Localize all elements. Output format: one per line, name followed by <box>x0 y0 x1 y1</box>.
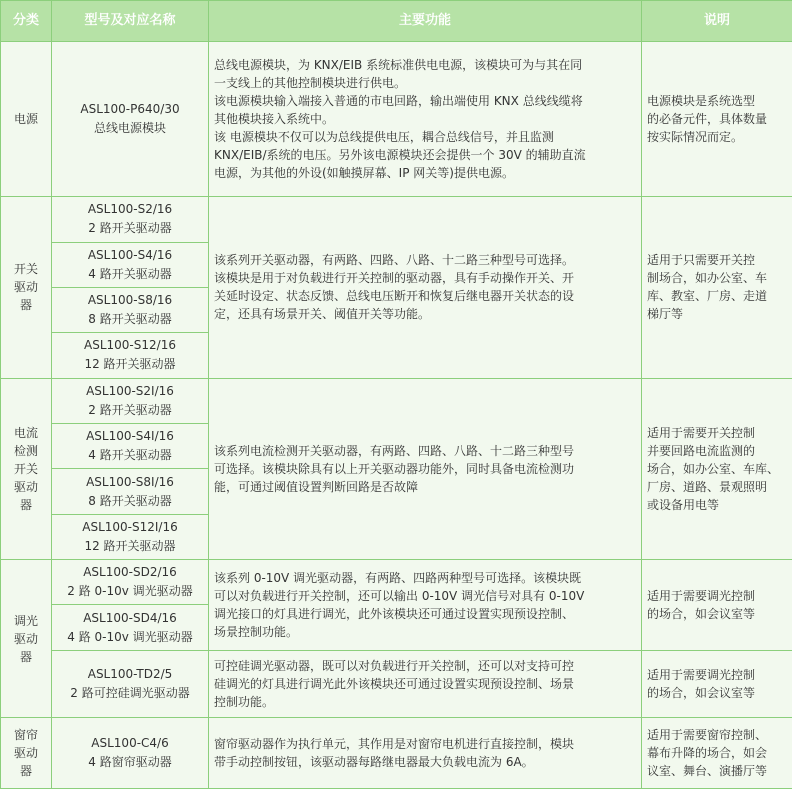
power-function <box>209 42 642 197</box>
current-model-s8i <box>52 469 209 514</box>
dimming-category-line: 驱动 <box>13 631 38 646</box>
power-row <box>1 42 792 197</box>
model-name: 8 路开关驱动器 <box>88 493 172 508</box>
switch-note-line: 适用于只需要开关控 <box>647 253 756 268</box>
switch-function-line: 该系列开关驱动器，有两路、四路、八路、十二路三种型号可选择。 <box>214 253 575 268</box>
current-function-line: 该系列电流检测开关驱动器，有两路、四路、八路、十二路三种型号 <box>214 443 575 458</box>
current-note-line: 并要回路电流监测的 <box>647 443 756 458</box>
dimming-note-line: 适用于需要调光控制 <box>647 588 756 603</box>
curtain-function <box>209 718 642 789</box>
model-name: 2 路可控硅调光驱动器 <box>70 686 190 701</box>
header-category: 分类 <box>1 1 52 42</box>
model-code: ASL100-TD2/5 <box>87 667 173 682</box>
dimming-row <box>1 560 792 605</box>
switch-function-line: 该模块是用于对负载进行开关控制的驱动器，具有手动操作开关、开 <box>214 271 575 286</box>
power-model <box>52 42 209 197</box>
dimming-function-line: 场景控制功能。 <box>214 624 299 639</box>
power-category: 电源 <box>1 42 52 197</box>
dimming-model-sd2 <box>52 560 209 605</box>
model-name: 4 路开关驱动器 <box>88 266 172 281</box>
switch-category-line: 开关 <box>13 262 38 277</box>
power-function-line: 电源，为其他的外设(如触摸屏幕、IP 网关等)提供电源。 <box>214 166 514 181</box>
model-name: 4 路开关驱动器 <box>88 448 172 463</box>
curtain-note-line: 适用于需要窗帘控制、 <box>647 728 768 743</box>
current-function-line: 能，可通过阈值设置判断回路是否故障 <box>214 479 419 494</box>
current-note <box>642 378 792 559</box>
curtain-note-line: 议室、舞台、演播厅等 <box>647 764 768 779</box>
power-note-line: 电源模块是系统选型 <box>647 94 756 109</box>
switch-model-s8 <box>52 287 209 332</box>
switch-row <box>1 197 792 242</box>
current-model-s12i <box>52 514 209 559</box>
switch-model-s4 <box>52 242 209 287</box>
current-category-line: 器 <box>19 497 32 512</box>
power-note-line: 按实际情况而定。 <box>647 130 744 145</box>
power-note-line: 的必备元件，具体数量 <box>647 112 768 127</box>
power-function-line: 总线电源模块，为 KNX/EIB 系统标准供电电源，该模块可为与其在同 <box>214 58 583 73</box>
current-model-s4i <box>52 424 209 469</box>
curtain-function-line: 带手动控制按钮，该驱动器每路继电器最大负载电流为 6A。 <box>214 755 534 770</box>
power-function-line: 一支线上的其他控制模块进行供电。 <box>214 76 407 91</box>
power-model-code: ASL100-P640/30 <box>80 102 180 117</box>
dimming-category <box>1 560 52 718</box>
dimming-note <box>642 560 792 651</box>
switch-note-line: 库、教室、厂房、走道 <box>647 289 768 304</box>
dimming-row <box>1 650 792 718</box>
current-note-line: 厂房、道路、景观照明 <box>647 479 768 494</box>
switch-note <box>642 197 792 378</box>
dimming-function-line: 该系列 0-10V 调光驱动器，有两路、四路两种型号可选择。该模块既 <box>214 570 582 585</box>
header-model: 型号及对应名称 <box>52 1 209 42</box>
current-category-line: 检测 <box>13 443 38 458</box>
switch-category-line: 驱动 <box>13 280 38 295</box>
triac-note-line: 适用于需要调光控制 <box>647 668 756 683</box>
model-code: ASL100-S4I/16 <box>86 429 174 444</box>
curtain-note <box>642 718 792 789</box>
dimming-category-line: 调光 <box>13 613 38 628</box>
curtain-row <box>1 718 792 789</box>
current-category-line: 电流 <box>13 425 38 440</box>
curtain-category-line: 器 <box>19 764 32 779</box>
model-code: ASL100-SD4/16 <box>83 610 177 625</box>
current-function <box>209 378 642 559</box>
switch-function-line: 定，还具有场景开关、阈值开关等功能。 <box>214 307 431 322</box>
model-name: 12 路开关驱动器 <box>84 538 176 553</box>
curtain-category <box>1 718 52 789</box>
dimming-model-td2 <box>52 650 209 718</box>
curtain-function-line: 窗帘驱动器作为执行单元，其作用是对窗帘电机进行直接控制，模块 <box>214 737 575 752</box>
model-code: ASL100-S12/16 <box>84 338 176 353</box>
dimming-category-line: 器 <box>19 649 32 664</box>
model-code: ASL100-S8I/16 <box>86 474 174 489</box>
current-note-line: 或设备用电等 <box>647 497 720 512</box>
curtain-category-line: 驱动 <box>13 746 38 761</box>
current-model-s2i <box>52 378 209 423</box>
power-function-line: 其他模块接入系统中。 <box>214 112 335 127</box>
triac-function-line: 可控硅调光驱动器，既可以对负载进行开关控制，还可以对支持可控 <box>214 659 575 674</box>
curtain-model <box>52 718 209 789</box>
model-code: ASL100-S4/16 <box>87 247 173 262</box>
current-category-line: 驱动 <box>13 479 38 494</box>
header-function: 主要功能 <box>209 1 642 42</box>
curtain-category-line: 窗帘 <box>13 728 38 743</box>
triac-note-line: 的场合，如会议室等 <box>647 686 756 701</box>
dimming-function-line: 调光接口的灯具进行调光，此外该模块还可通过设置实现预设控制、 <box>214 606 575 621</box>
model-code: ASL100-SD2/16 <box>83 565 177 580</box>
model-code: ASL100-S2/16 <box>87 202 173 217</box>
current-note-line: 场合，如办公室、车库、 <box>647 461 780 476</box>
power-model-name: 总线电源模块 <box>93 121 166 136</box>
model-name: 2 路开关驱动器 <box>88 221 172 236</box>
current-category-line: 开关 <box>13 461 38 476</box>
dimming-function <box>209 560 642 651</box>
model-name: 2 路 0-10v 调光驱动器 <box>67 584 193 599</box>
model-code: ASL100-S2I/16 <box>86 383 174 398</box>
power-function-line: 该电源模块输入端接入普通的市电回路，输出端使用 KNX 总线线缆将 <box>214 94 583 109</box>
power-function-line: 该 电源模块不仅可以为总线提供电压，耦合总线信号，并且监测 <box>214 130 554 145</box>
dimming-function-line: 可以对负载进行开关控制，还可以输出 0-10V 调光信号对具有 0-10V <box>214 588 585 603</box>
dimming-triac-function <box>209 650 642 718</box>
model-code: ASL100-S12I/16 <box>82 519 178 534</box>
switch-model-s12 <box>52 333 209 378</box>
header-row <box>1 1 792 42</box>
current-category <box>1 378 52 559</box>
switch-category <box>1 197 52 378</box>
current-note-line: 适用于需要开关控制 <box>647 425 756 440</box>
switch-function <box>209 197 642 378</box>
power-note <box>642 42 792 197</box>
switch-model-s2 <box>52 197 209 242</box>
dimming-model-sd4 <box>52 605 209 650</box>
model-name: 4 路窗帘驱动器 <box>88 755 172 770</box>
model-code: ASL100-S8/16 <box>87 293 173 308</box>
switch-function-line: 关延时设定、状态反馈、总线电压断开和恢复后继电器开关状态的设 <box>214 289 575 304</box>
header-note: 说明 <box>642 1 792 42</box>
dimming-note-line: 的场合，如会议室等 <box>647 606 756 621</box>
switch-note-line: 梯厅等 <box>647 307 684 322</box>
triac-function-line: 硅调光的灯具进行调光此外该模块还可通过设置实现预设控制、场景 <box>214 677 575 692</box>
model-name: 2 路开关驱动器 <box>88 402 172 417</box>
switch-note-line: 制场合，如办公室、车 <box>647 271 768 286</box>
current-row <box>1 378 792 423</box>
current-function-line: 可选择。该模块除具有以上开关驱动器功能外，同时具备电流检测功 <box>214 461 575 476</box>
power-function-line: KNX/EIB/系统的电压。另外该电源模块还会提供一个 30V 的辅助直流 <box>214 148 586 163</box>
switch-category-line: 器 <box>19 298 32 313</box>
triac-function-line: 控制功能。 <box>214 695 275 710</box>
model-name: 4 路 0-10v 调光驱动器 <box>67 629 193 644</box>
model-name: 8 路开关驱动器 <box>88 312 172 327</box>
dimming-triac-note <box>642 650 792 718</box>
model-name: 12 路开关驱动器 <box>84 357 176 372</box>
curtain-note-line: 幕布升降的场合，如会 <box>647 746 768 761</box>
model-code: ASL100-C4/6 <box>91 736 169 751</box>
